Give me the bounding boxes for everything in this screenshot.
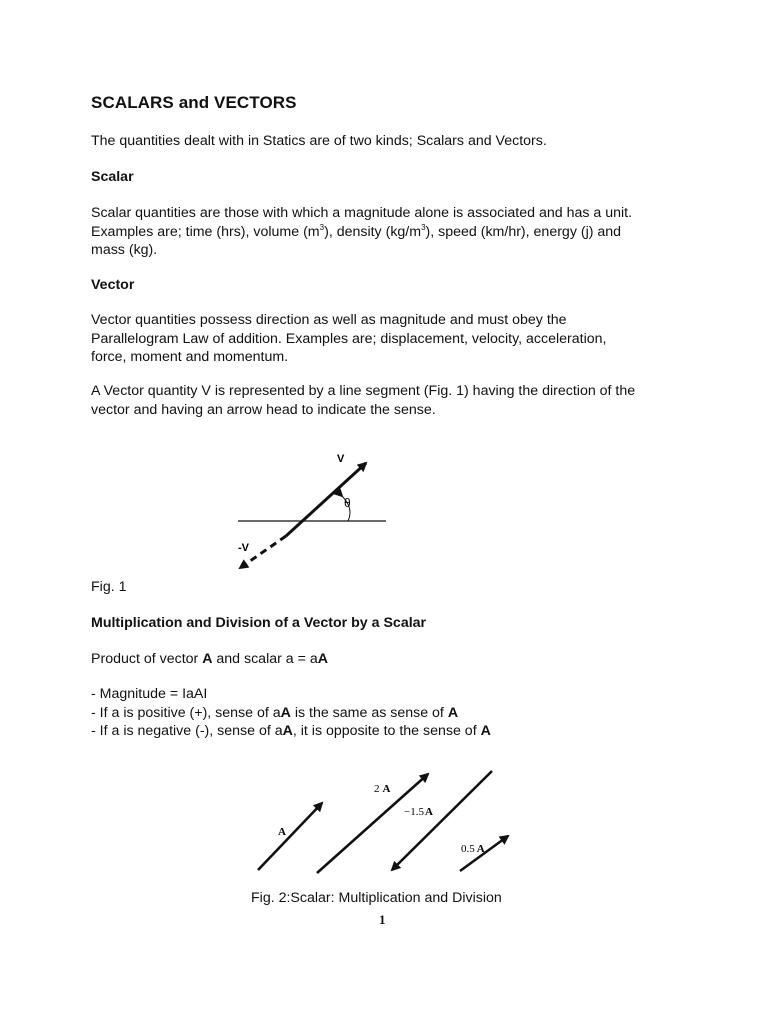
vector-symbol: A bbox=[202, 651, 213, 667]
vector-symbol: A bbox=[317, 651, 328, 667]
intro-paragraph: The quantities dealt with in Statics are of two kinds; Scalars and Vectors. bbox=[91, 133, 547, 149]
label-a: A bbox=[278, 826, 286, 838]
rule-text: , it is opposite to the sense of bbox=[292, 723, 481, 739]
multiplication-heading: Multiplication and Division of a Vector by a Scalar bbox=[91, 615, 427, 631]
fig2-caption: Fig. 2:Scalar: Multiplication and Division bbox=[251, 890, 502, 906]
product-text: Product of vector bbox=[91, 651, 203, 667]
scalar-line-3: mass (kg). bbox=[91, 242, 158, 258]
vector-a-arrow bbox=[258, 803, 322, 870]
rule-text: is the same as sense of bbox=[290, 704, 448, 721]
label-2a bbox=[374, 783, 391, 795]
vector-2a-arrow bbox=[317, 774, 428, 873]
scalar-line-1: Scalar quantities are those with which a magnitude alone is associated and has a unit. bbox=[91, 205, 633, 221]
scalar-line-2-part: Examples are; time (hrs), volume (m bbox=[91, 223, 320, 240]
label-theta: θ bbox=[344, 496, 351, 510]
vector-line-3: force, moment and momentum. bbox=[91, 349, 289, 365]
vector-heading: Vector bbox=[91, 277, 135, 293]
scalar-line-2 bbox=[91, 223, 691, 242]
vector-line-2: Parallelogram Law of addition. Examples are; displacement, velocity, acceleration, bbox=[91, 330, 607, 347]
representation-line-1: A Vector quantity V is represented by a line segment (Fig. 1) having the direction of the bbox=[91, 383, 636, 399]
vector-symbol: A bbox=[282, 723, 293, 739]
positive-rule bbox=[91, 704, 691, 723]
vector-symbol: A bbox=[447, 704, 459, 721]
product-text: and scalar a = a bbox=[212, 651, 318, 667]
label-neg-1-5a-vector: A bbox=[424, 806, 433, 818]
vector-symbol: A bbox=[480, 723, 491, 739]
label-neg-1-5a-coefficient: −1.5 bbox=[404, 806, 424, 818]
page-number: 1 bbox=[379, 912, 386, 927]
label-0-5a bbox=[461, 843, 485, 855]
page-title: SCALARS and VECTORS bbox=[91, 93, 297, 112]
label-2a-vector: A bbox=[382, 783, 391, 795]
fig1-caption: Fig. 1 bbox=[91, 579, 127, 595]
scalar-line-2-part: ), density (kg/m bbox=[324, 223, 422, 240]
vector-line-1: Vector quantities possess direction as well as magnitude and must obey the bbox=[91, 312, 567, 328]
scalar-heading: Scalar bbox=[91, 169, 134, 185]
representation-paragraph bbox=[91, 382, 691, 419]
label-v: V bbox=[337, 453, 345, 465]
label-0-5a-coefficient: 0.5 bbox=[461, 843, 475, 855]
vector-paragraph bbox=[91, 311, 691, 367]
vector-symbol: A bbox=[280, 704, 291, 721]
rule-text: - If a is positive (+), sense of a bbox=[91, 704, 281, 721]
vector-neg-1-5a-arrow bbox=[392, 771, 492, 870]
fig2-scalar-multiplication-diagram bbox=[252, 765, 522, 880]
vector-v-arrow bbox=[286, 463, 366, 536]
scalar-paragraph bbox=[91, 204, 691, 260]
fig1-vector-diagram bbox=[232, 448, 402, 578]
product-line bbox=[91, 650, 691, 669]
label-0-5a-vector: A bbox=[476, 843, 485, 855]
rule-text: - If a is negative (-), sense of a bbox=[91, 723, 283, 739]
magnitude-rule: - Magnitude = IaAI bbox=[91, 686, 208, 702]
scalar-line-2-part: ), speed (km/hr), energy (j) and bbox=[425, 223, 622, 240]
rules-list bbox=[91, 685, 691, 741]
label-neg-1-5a bbox=[404, 806, 433, 818]
label-2a-coefficient: 2 bbox=[374, 783, 380, 795]
representation-line-2: vector and having an arrow head to indicate the sense. bbox=[91, 401, 436, 418]
label-neg-v: -V bbox=[238, 542, 249, 554]
negative-rule bbox=[91, 722, 691, 741]
superscript-3: 3 bbox=[421, 222, 426, 232]
superscript-3: 3 bbox=[319, 222, 325, 232]
